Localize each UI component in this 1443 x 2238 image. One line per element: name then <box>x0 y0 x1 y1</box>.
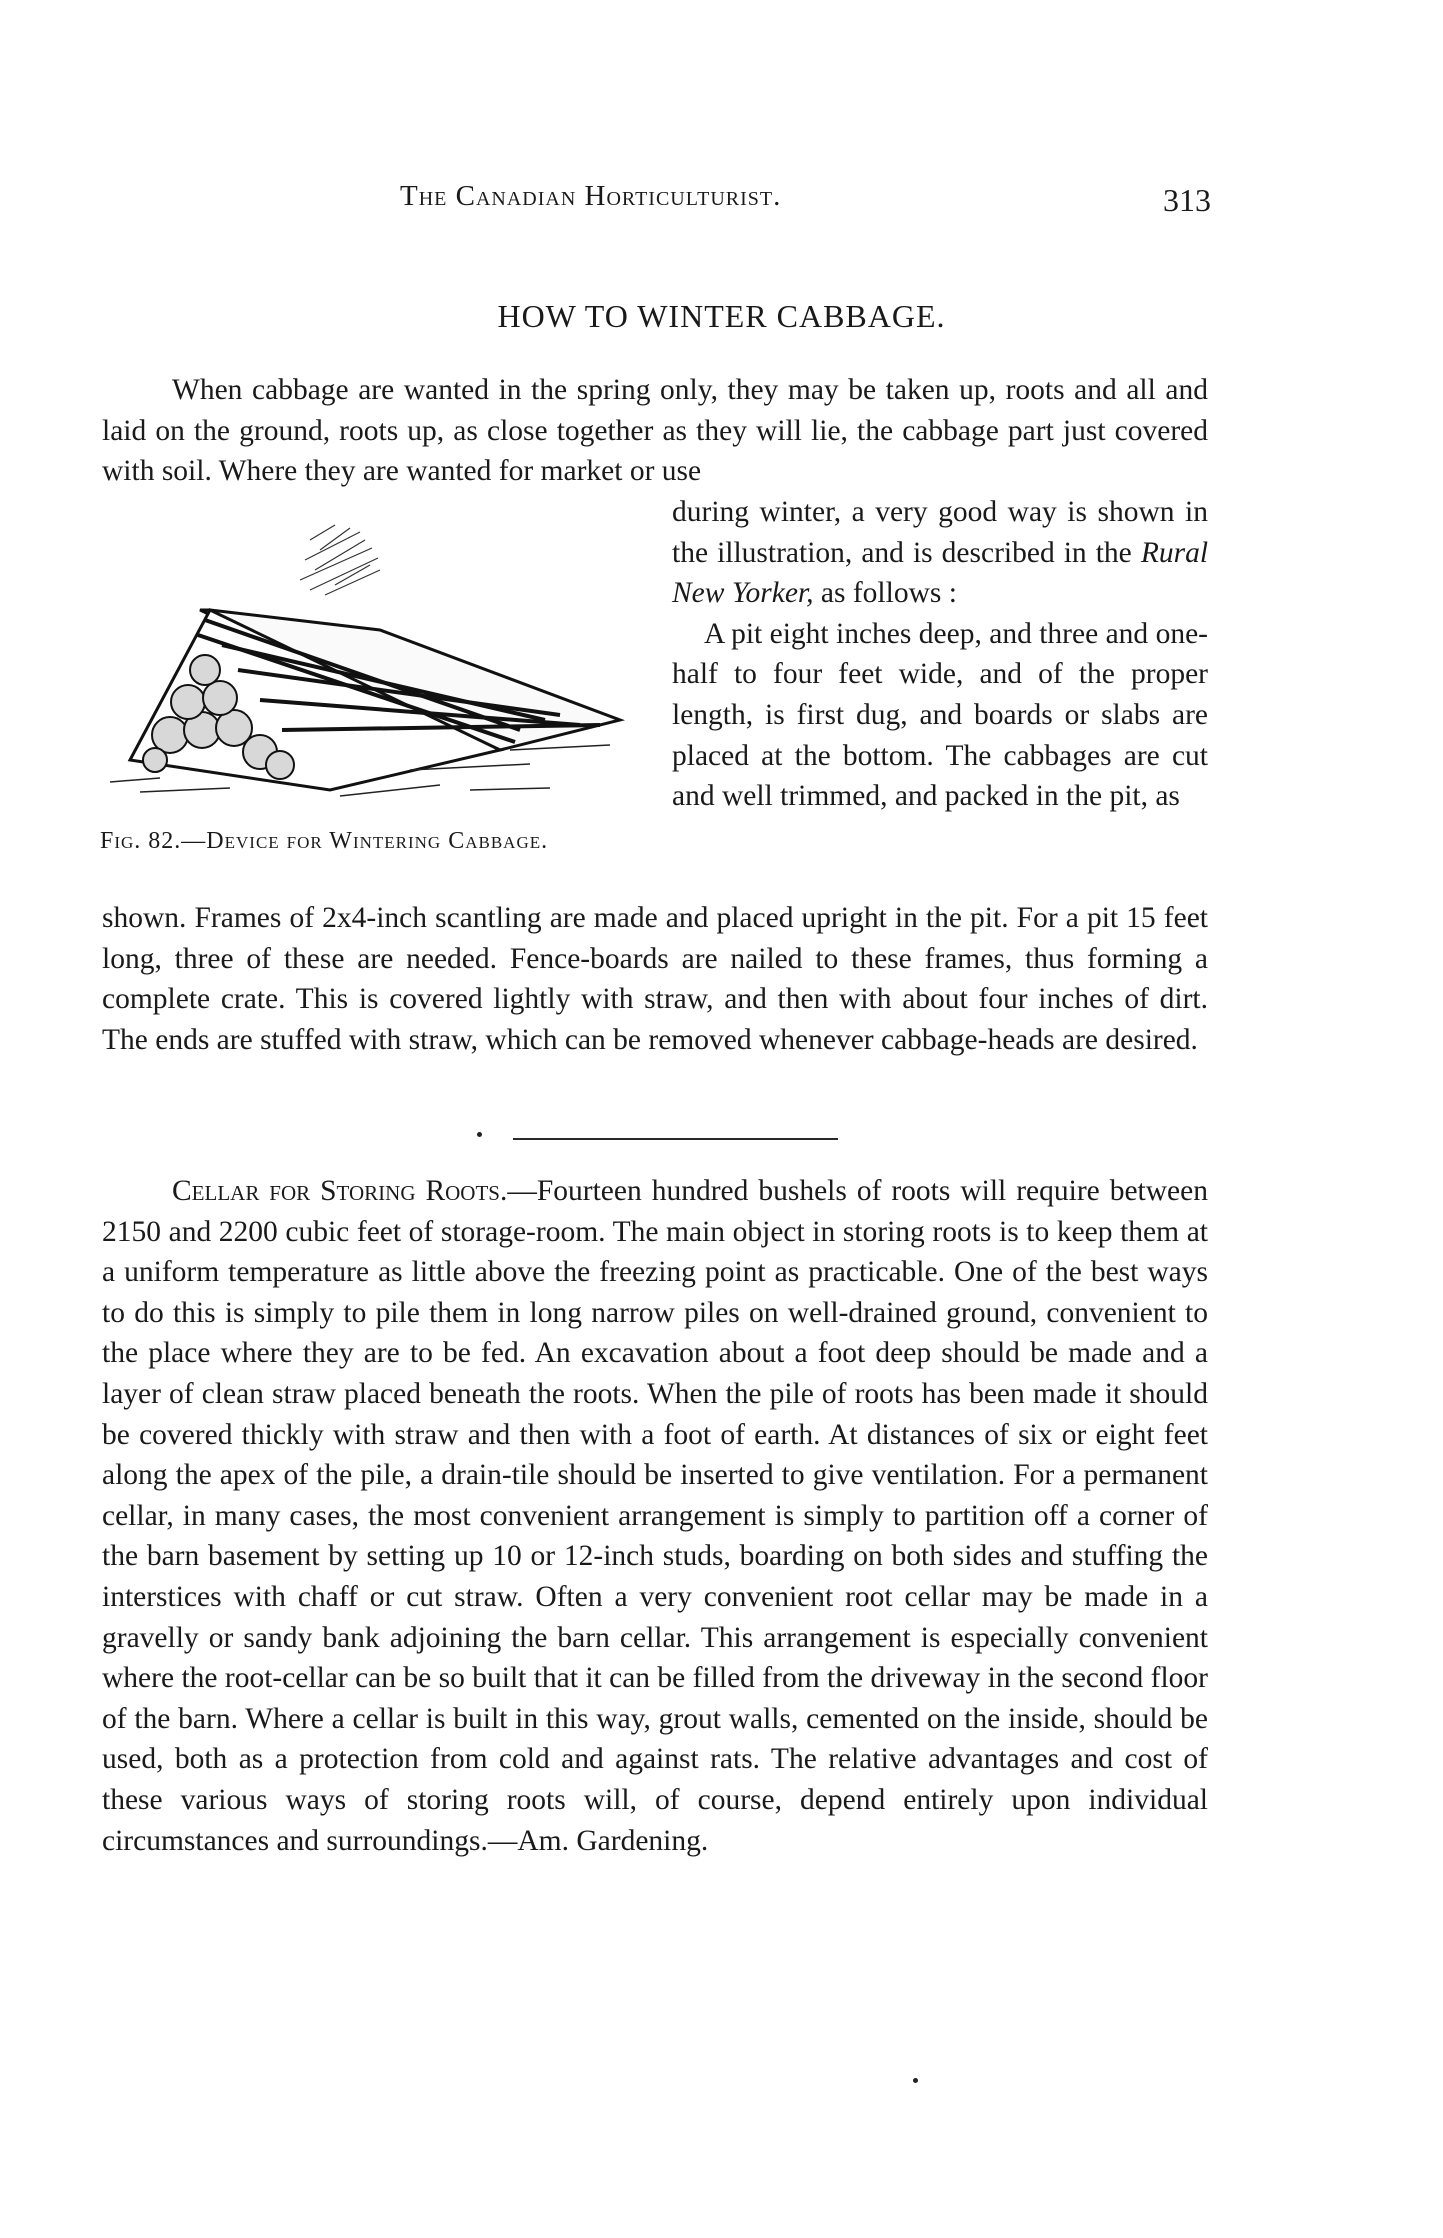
paragraph-intro <box>102 370 1208 492</box>
paragraph-cellar <box>102 1171 1208 1861</box>
intro-text: When cabbage are wanted in the spring only, they may be taken up, roots and all and laid on the ground, roots up, as close together as they will lie, the cabbage part just covered with soil. <box>102 374 1208 488</box>
section-divider <box>513 1138 838 1140</box>
paragraph-pit-continued: shown. Frames of 2x4-inch scantling are made and placed upright in the pit. For a pit 15 feet long, three of these are needed. Fence-boards are nailed to these frames, thus forming a complete crate. This is covered lightly with straw, and then with about four inches of dirt. The ends are stuffed with straw, which can be removed whenever cabbage-heads are desired. <box>102 902 1208 1056</box>
narrow-text-end: as follows : <box>820 577 957 610</box>
intro-text-continued: Where they are wanted for market or use <box>218 455 702 488</box>
pit-description: A pit eight inches deep, and three and one-half to four feet wide, and of the proper length, is first dug, and boards or slabs are placed at the bottom. The cabbages are cut and well trimmed, and packed in the pit, as <box>672 617 1208 813</box>
narrow-text: during winter, a very good way is shown in the illustration, and is described in the <box>672 496 1208 569</box>
print-speck <box>913 2078 918 2083</box>
publication-name: Rural New Yorker, <box>672 536 1209 610</box>
cellar-body: —Fourteen hundred bushels of roots will require between 2150 and 2200 cubic feet of storage-room. The main object in storing roots is to keep them at a uniform temperature as little above the freezing point as practicable. One of the best ways to do this is simply to pile them in long narrow piles on well-drained ground, convenient to the place where they are to be fed. An excavation about a foot deep should be made and a layer of clean straw placed beneath the roots. When the pile of roots has been made it should be covered thickly with straw and then with a foot of earth. At distances of six or eight feet along the apex of the pile, a drain-tile should be inserted to give ventilation. For a permanent cellar, in many cases, the most convenient arrangement is simply to partition off a corner of the barn basement by setting up 10 or 12-inch studs, boarding on both sides and stuffing the interstices with chaff or cut straw. Often a very convenient root cellar may be made in a gravelly or sandy bank adjoining the barn cellar. This arrangement is especially convenient where the root-cellar can be so built that it can be filled from the driveway in the second floor of the barn. Where a cellar is built in this way, grout walls, cemented on the inside, should be used, both as a protection from cold and against rats. The relative advantages and cost of these various ways of storing roots will, of course, depend entirely upon individual circumstances and surroundings.—Am. Gardening. <box>102 1175 1208 1857</box>
article-heading: HOW TO WINTER CABBAGE. <box>497 298 946 334</box>
running-title: The Canadian Horticulturist. <box>400 180 782 212</box>
straw-tuft <box>300 525 380 595</box>
cabbage-pit-illustration <box>110 520 650 810</box>
figure-caption: Fig. 82.—Device for Wintering Cabbage. <box>100 828 549 854</box>
cellar-run-in-title: Cellar for Storing Roots. <box>172 1175 508 1207</box>
page-number: 313 <box>1163 182 1211 218</box>
paragraph-narrow <box>672 492 1208 817</box>
print-speck <box>477 1132 482 1137</box>
running-head <box>0 180 1443 230</box>
